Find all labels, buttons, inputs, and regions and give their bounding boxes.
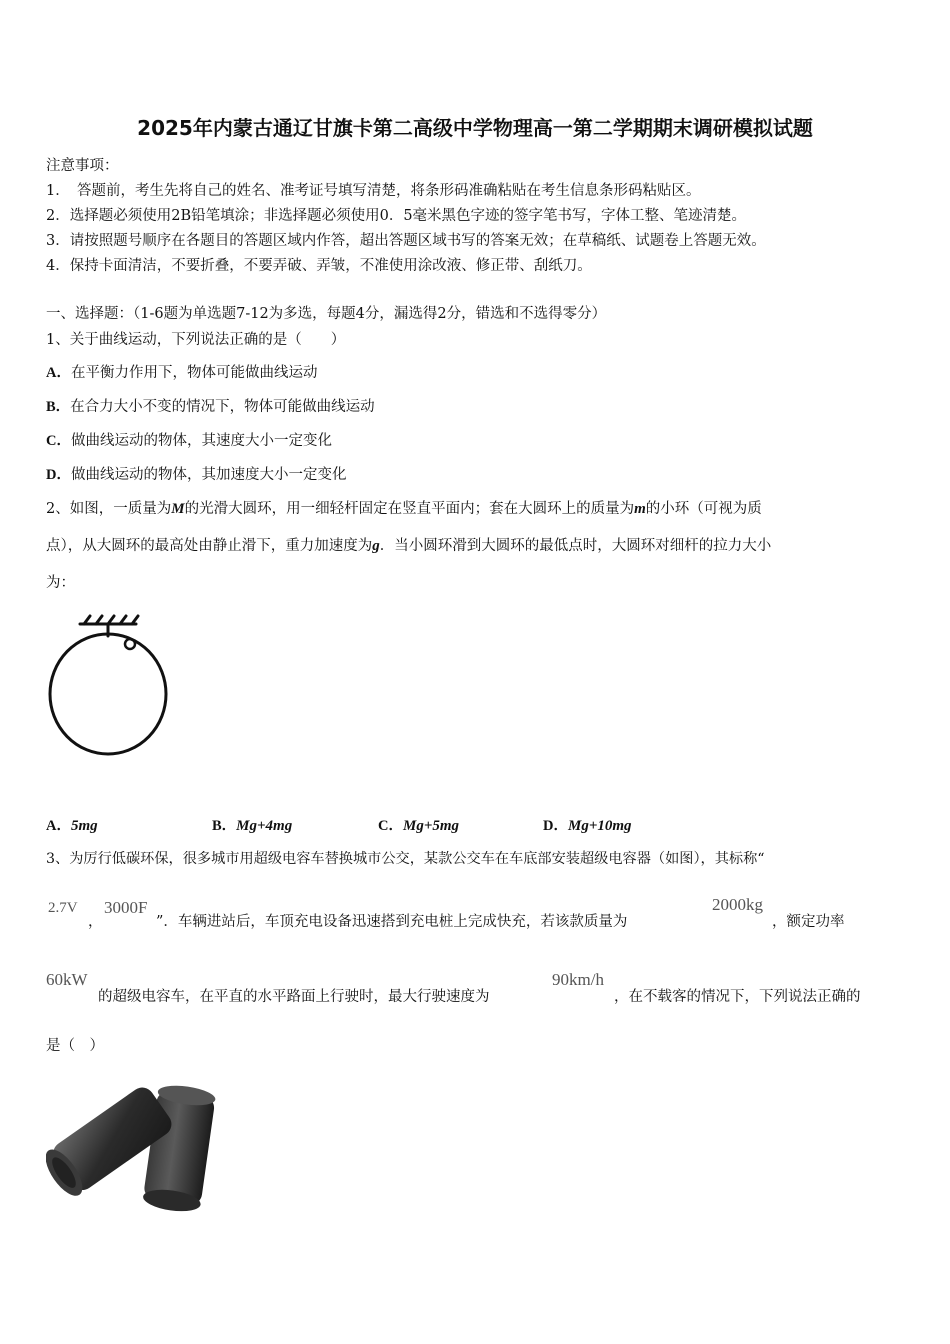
q3-power-value: 60kW [46, 970, 88, 989]
notice-item-4: 4．保持卡面清洁，不要折叠，不要弄破、弄皱，不准使用涂改液、修正带、刮纸刀。 [46, 258, 592, 274]
q3-stem-line-1: 3、为厉行低碳环保，很多城市用超级电容车替换城市公交，某款公交车在车底部安装超级电容器（如图），其标称“ [46, 851, 765, 867]
q3-mass-value: 2000kg [712, 895, 763, 914]
q3-separator: ， [88, 914, 103, 930]
notice-item-2: 2．选择题必须使用2B铅笔填涂；非选择题必须使用0．5毫米黑色字迹的签字笔书写，字体工整、笔迹清楚。 [46, 208, 747, 224]
supercapacitor-photo [46, 1062, 246, 1212]
q2-stem-line-3: 为： [46, 575, 75, 591]
q3-voltage-value: 2.7V [48, 900, 78, 916]
q2-stem-line-2: 点），从大圆环的最高处由静止滑下，重力加速度为g．当小圆环滑到大圆环的最低点时，大圆环对细杆的拉力大小 [46, 538, 772, 554]
q1-stem: 1、关于曲线运动，下列说法正确的是（ ） [46, 332, 346, 348]
q2-option-c: C．Mg+5mg [378, 818, 460, 834]
notice-heading: 注意事项： [46, 158, 119, 174]
q3-stem-line-3a: 的超级电容车，在平直的水平路面上行驶时，最大行驶速度为 [98, 989, 490, 1005]
q2-stem-line-1: 2、如图，一质量为M的光滑大圆环，用一细轻杆固定在竖直平面内；套在大圆环上的质量为m的小环（可视为质 [46, 501, 762, 517]
q3-capacitance-value: 3000F [104, 898, 148, 917]
notice-item-3: 3．请按照题号顺序在各题目的答题区域内作答，超出答题区域书写的答案无效；在草稿纸、试题卷上答题无效。 [46, 233, 766, 249]
q2-option-a: A．5mg [46, 818, 98, 834]
q3-stem-line-4: 是（ ） [46, 1038, 104, 1054]
page-title: 2025年内蒙古通辽甘旗卡第二高级中学物理高一第二学期期末调研模拟试题 [137, 116, 813, 140]
q1-option-b: B．在合力大小不变的情况下，物体可能做曲线运动 [46, 399, 375, 415]
ring-on-rod-figure [40, 612, 180, 762]
q1-option-a: A．在平衡力作用下，物体可能做曲线运动 [46, 365, 318, 381]
notice-item-1: 1． 答题前，考生先将自己的姓名、准考证号填写清楚，将条形码准确粘贴在考生信息条形码粘贴区。 [46, 183, 701, 199]
q3-stem-line-2a: ”．车辆进站后，车顶充电设备迅速搭到充电桩上完成快充，若该款质量为 [156, 914, 628, 930]
section-heading: 一、选择题：（1-6题为单选题7-12为多选，每题4分，漏选得2分，错选和不选得零分） [46, 306, 607, 322]
q2-option-d: D．Mg+10mg [543, 818, 632, 834]
q3-stem-line-3b: ，在不载客的情况下，下列说法正确的 [614, 989, 861, 1005]
q2-option-b: B．Mg+4mg [212, 818, 293, 834]
q1-option-d: D．做曲线运动的物体，其加速度大小一定变化 [46, 467, 347, 483]
q3-speed-value: 90km/h [552, 970, 604, 989]
q1-option-c: C．做曲线运动的物体，其速度大小一定变化 [46, 433, 332, 449]
q3-stem-line-2b: ，额定功率 [772, 914, 845, 930]
